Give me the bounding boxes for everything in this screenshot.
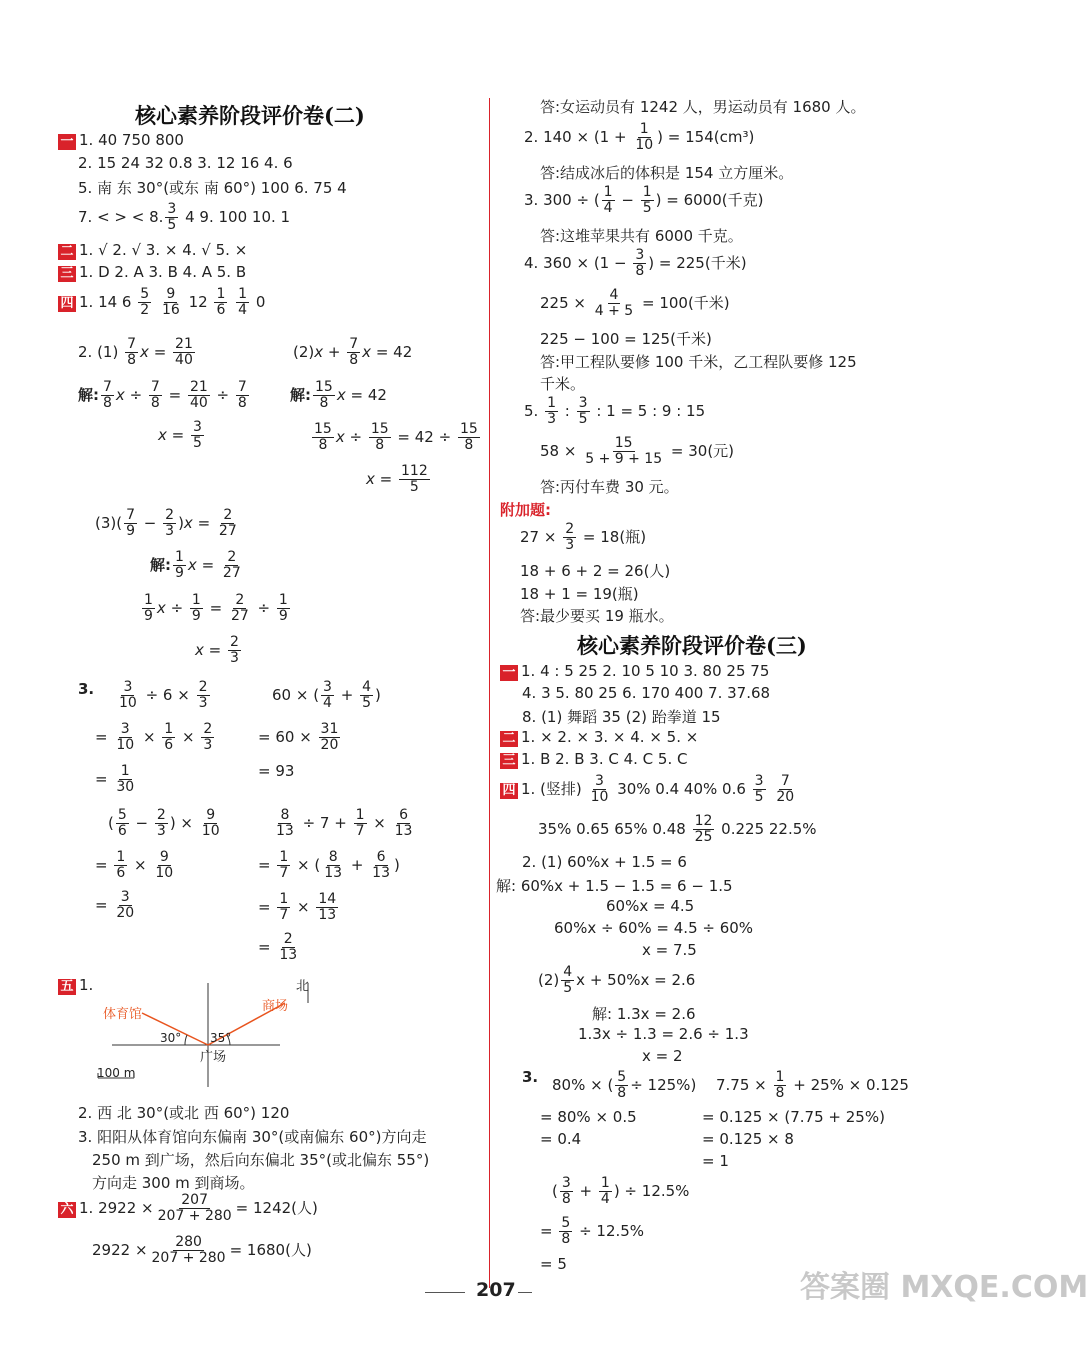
q2-2: (2)x + $\frac{7}{8}$ x = 42 — [293, 336, 413, 368]
column-divider — [489, 98, 490, 1288]
s5-line3c: 方向走 300 m 到商场。 — [92, 1174, 255, 1192]
r-calc3-s1: = $\frac{5}{8}$ ÷ 12.5% — [540, 1215, 645, 1247]
s5-line3a: 3. 阳阳从体育馆向东偏南 30°(或南偏东 60°)方向走 — [78, 1128, 427, 1146]
q2-3-answer: x = $\frac{2}{3}$ — [195, 634, 239, 666]
r-answer1: 答:女运动员有 1242 人，男运动员有 1680 人。 — [540, 98, 866, 116]
watermark-logo: 答案圈 MXQE.COM — [800, 1270, 1088, 1305]
scale-label: 100 m — [97, 1066, 136, 1080]
r-eq3: 60%x = 4.5 — [606, 897, 695, 915]
r-section-2: 二 1. × 2. × 3. × 4. × 5. × — [500, 728, 698, 747]
r-calc1-s1: = 80% × 0.5 — [540, 1108, 637, 1126]
r-eq4: 60%x ÷ 60% = 4.5 ÷ 60% — [554, 919, 754, 937]
r-calc1: 80% × ( $\frac{5}{8}$ ÷ 125%) — [552, 1069, 697, 1101]
title-2: 核心素养阶段评价卷(二) — [135, 103, 365, 128]
q2-2-step1: 解: $\frac{15}{8}$ x = 42 — [290, 379, 387, 411]
s1-line4: 7. < > < 8. $\frac{3}{5}$ 4 9. 100 10. 1 — [78, 201, 291, 233]
r-q3-label: 3. — [522, 1068, 539, 1086]
r-calc2-s3: = 1 — [702, 1152, 729, 1170]
q2-3-step1: 解: $\frac{1}{9}$ x = $\frac{2}{27}$ — [150, 549, 241, 581]
q3-label: 3. — [78, 680, 95, 698]
q2-3: (3)( $\frac{7}{9}$ − $\frac{2}{3}$ )x = $\frac{2}{27}$ — [95, 507, 237, 539]
r-answer5: 答:丙付车费 30 元。 — [540, 478, 679, 496]
angle-30-label: 30° — [160, 1031, 182, 1045]
q3b-2: = 60 × $\frac{31}{20}$ — [258, 721, 339, 753]
q3b-3: = 93 — [258, 762, 295, 780]
s5-line3b: 250 m 到广场，然后向东偏北 35°(或北偏东 55°) — [92, 1151, 430, 1169]
section-5: 五 1. — [58, 976, 93, 995]
footer-rule-left — [425, 1292, 465, 1293]
q3d-3: = $\frac{1}{7}$ × $\frac{14}{13}$ — [258, 891, 337, 923]
q3d-4: = $\frac{2}{13}$ — [258, 931, 298, 963]
section-2: 二 1. √ 2. √ 3. × 4. √ 5. × — [58, 241, 247, 260]
r-q2: 2. 140 × (1 + $\frac{1}{10}$ ) = 154(cm³) — [524, 121, 755, 153]
bonus-1: 27 × $\frac{2}{3}$ = 18(瓶) — [520, 521, 647, 553]
title-3: 核心素养阶段评价卷(三) — [577, 633, 807, 658]
s1-line3: 5. 南 东 30°(或东 南 60°) 100 6. 75 4 — [78, 179, 347, 197]
angle-35-label: 35° — [210, 1031, 232, 1045]
r-section-3: 三 1. B 2. B 3. C 4. C 5. C — [500, 750, 687, 769]
r-q4c: 225 − 100 = 125(千米) — [540, 330, 712, 348]
s5-line2: 2. 西 北 30°(或北 西 60°) 120 — [78, 1104, 290, 1122]
section-1: 一 1. 40 750 800 — [58, 131, 184, 150]
q3d-2: = $\frac{1}{7}$ × ( $\frac{8}{13}$ + $\frac{6}{13}$ ) — [258, 849, 400, 881]
s1-line2: 2. 15 24 32 0.8 3. 12 16 4. 6 — [78, 154, 293, 172]
r-calc3: ( $\frac{3}{8}$ + $\frac{1}{4}$ ) ÷ 12.5% — [552, 1175, 690, 1207]
r-eq8: 1.3x ÷ 1.3 = 2.6 ÷ 1.3 — [578, 1025, 749, 1043]
r-answer3: 答:这堆苹果共有 6000 千克。 — [540, 227, 743, 245]
q3b-1: 60 × ( $\frac{3}{4}$ + $\frac{4}{5}$ ) — [272, 679, 381, 711]
r-answer4b: 千米。 — [540, 375, 586, 393]
r-answer2: 答:结成冰后的体积是 154 立方厘米。 — [540, 164, 794, 182]
q3a-3: = $\frac{1}{30}$ — [95, 763, 135, 795]
r-section-4: 四 1. (竖排) $\frac{3}{10}$ 30% 0.4 40% 0.6 $\frac{3}{5}$ $\frac{7}{20}$ — [500, 774, 798, 805]
section-3: 三 1. D 2. A 3. B 4. A 5. B — [58, 263, 246, 282]
q2-2-answer: x = $\frac{112}{5}$ — [366, 463, 428, 495]
bonus-4: 答:最少要买 19 瓶水。 — [520, 607, 674, 625]
r-calc2-s2: = 0.125 × 8 — [702, 1130, 794, 1148]
q3a-1: $\frac{3}{10}$ ÷ 6 × $\frac{2}{3}$ — [119, 679, 208, 711]
section-6-row2: 2922 × $\frac{280}{207 + 280}$ = 1680(人) — [92, 1234, 312, 1266]
r-s4-line2: 35% 0.65 65% 0.48 $\frac{12}{25}$ 0.225 22.5% — [538, 813, 817, 845]
r-eq7: 解: 1.3x = 2.6 — [592, 1005, 696, 1023]
r-eq9: x = 2 — [642, 1047, 683, 1065]
page-number: 207 — [476, 1279, 516, 1301]
section-6-row1: 六 1. 2922 × $\frac{207}{207 + 280}$ = 1242(人) — [58, 1193, 318, 1224]
q2-1: 2. (1) $\frac{7}{8}$ x = $\frac{21}{40}$ — [78, 336, 193, 368]
section-4: 四 1. 14 6 $\frac{5}{2}$ $\frac{9}{16}$ 12 $\frac{1}{6}$ $\frac{1}{4}$ 0 — [58, 287, 265, 318]
r-eq1: 2. (1) 60%x + 1.5 = 6 — [522, 853, 687, 871]
q2-3-step2: $\frac{1}{9}$ x ÷ $\frac{1}{9}$ = $\frac{2}{27}$ ÷ $\frac{1}{9}$ — [144, 592, 288, 624]
mall-label: 商场 — [262, 999, 289, 1014]
r-eq2: 解: 60%x + 1.5 − 1.5 = 6 − 1.5 — [496, 877, 733, 895]
r-answer4a: 答:甲工程队要修 100 千米，乙工程队要修 125 — [540, 353, 857, 371]
bonus-3: 18 + 1 = 19(瓶) — [520, 585, 639, 603]
q3a-2: = $\frac{3}{10}$ × $\frac{1}{6}$ × $\frac{2}{3}$ — [95, 721, 213, 753]
q3d-1: $\frac{8}{13}$ ÷ 7 + $\frac{1}{7}$ × $\frac{6}{13}$ — [276, 807, 413, 839]
r-calc3-s2: = 5 — [540, 1255, 567, 1273]
gym-label: 体育馆 — [103, 1007, 143, 1022]
q3c-3: = $\frac{3}{20}$ — [95, 889, 135, 921]
r-section-1: 一 1. 4 : 5 25 2. 10 5 10 3. 80 25 75 — [500, 662, 769, 681]
r-q5: 5. $\frac{1}{3}$ : $\frac{3}{5}$ : 1 = 5 : 9 : 15 — [524, 395, 706, 427]
r-calc2-s1: = 0.125 × (7.75 + 25%) — [702, 1108, 885, 1126]
q3c-1: ( $\frac{5}{6}$ − $\frac{2}{3}$ ) × $\frac{9}{10}$ — [108, 807, 220, 839]
bonus-2: 18 + 6 + 2 = 26(人) — [520, 562, 671, 580]
square-label: 广场 — [200, 1050, 227, 1065]
q2-1-step1: 解: $\frac{7}{8}$ x ÷ $\frac{7}{8}$ = $\frac{21}{40}$ ÷ $\frac{7}{8}$ — [78, 379, 247, 411]
r-eq6: (2) $\frac{4}{5}$ x + 50%x = 2.6 — [538, 964, 696, 996]
footer-rule-right — [518, 1292, 532, 1293]
r-calc2: 7.75 × $\frac{1}{8}$ + 25% × 0.125 — [716, 1069, 909, 1101]
north-label: 北 — [296, 979, 310, 994]
q2-1-answer: x = $\frac{3}{5}$ — [158, 419, 202, 451]
r-q4: 4. 360 × (1 − $\frac{3}{8}$ ) = 225(千米) — [524, 247, 747, 279]
r-s1-line2: 4. 3 5. 80 25 6. 170 400 7. 37.68 — [522, 684, 771, 702]
r-q3: 3. 300 ÷ ( $\frac{1}{4}$ − $\frac{1}{5}$ ) = 6000(千克) — [524, 184, 764, 216]
q3c-2: = $\frac{1}{6}$ × $\frac{9}{10}$ — [95, 849, 174, 881]
r-q4b: 225 × $\frac{4}{4 + 5}$ = 100(千米) — [540, 287, 730, 319]
r-s1-line3: 8. (1) 舞蹈 35 (2) 跆拳道 15 — [522, 708, 721, 726]
r-eq5: x = 7.5 — [642, 941, 697, 959]
r-q5b: 58 × $\frac{15}{5 + 9 + 15}$ = 30(元) — [540, 435, 735, 467]
q2-2-step2: $\frac{15}{8}$ x ÷ $\frac{15}{8}$ = 42 ÷ $\frac{15}{8}$ — [314, 421, 478, 453]
bonus-heading: 附加题: — [500, 501, 551, 519]
r-calc1-s2: = 0.4 — [540, 1130, 582, 1148]
